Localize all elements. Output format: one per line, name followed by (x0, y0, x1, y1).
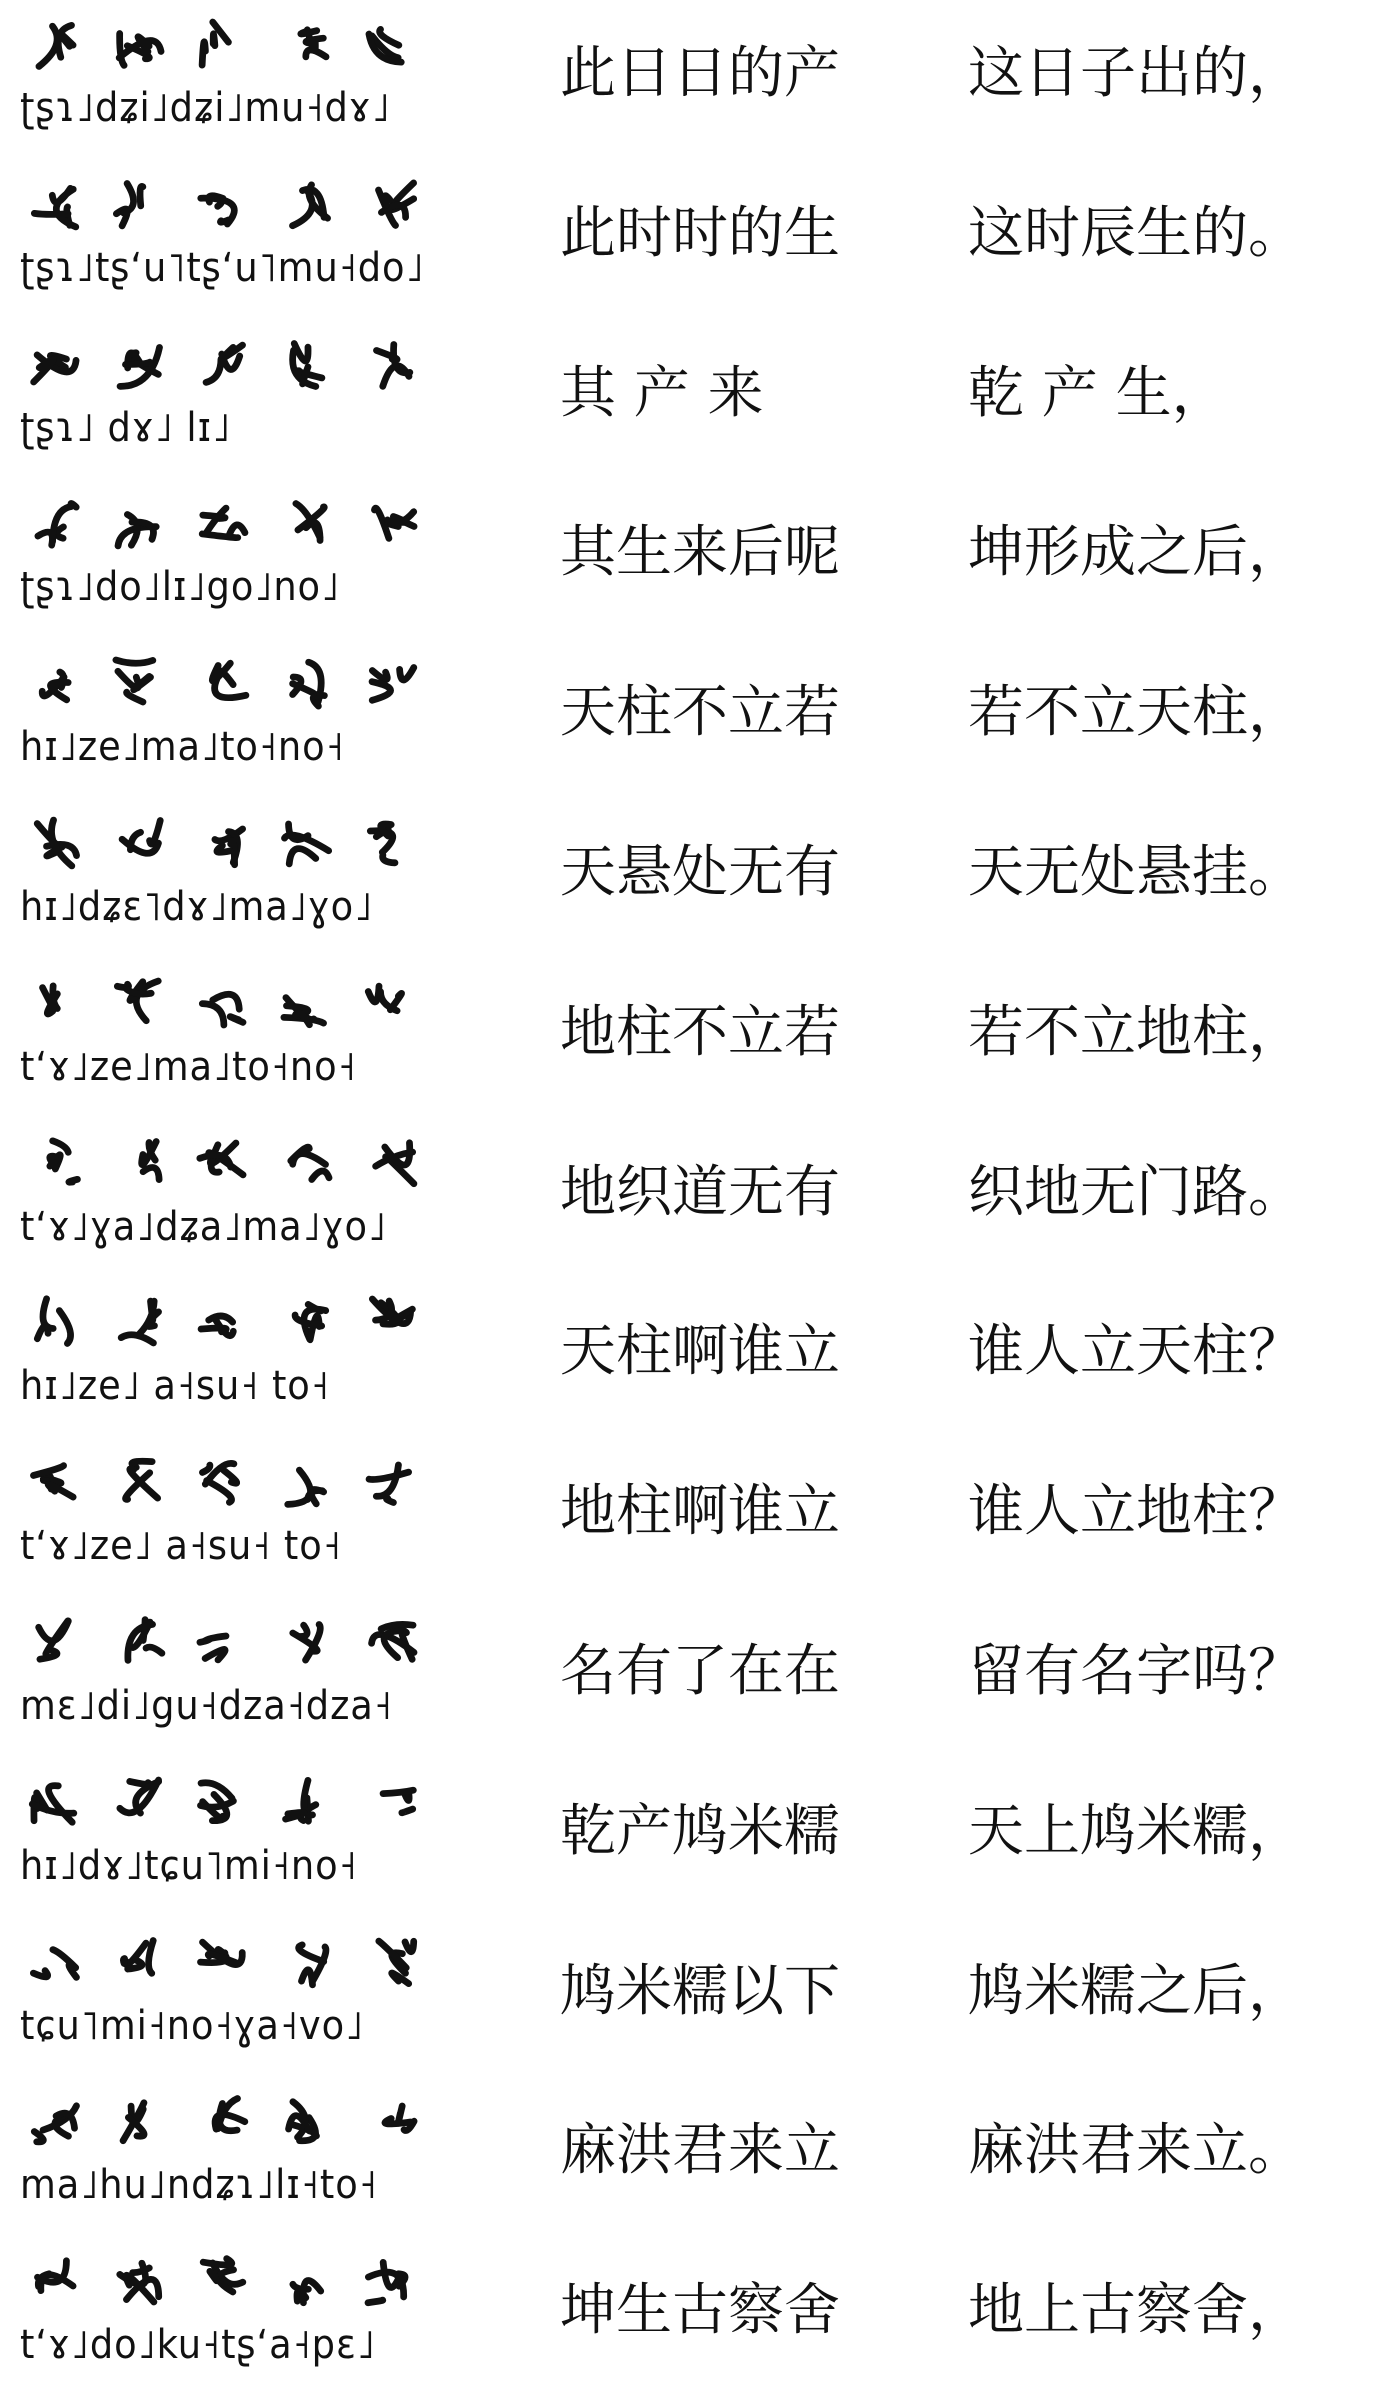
yi-glyph-icon (194, 814, 252, 872)
verse-row (0, 0, 1379, 160)
yi-glyph-icon (194, 1613, 252, 1671)
yi-glyph-icon (194, 654, 252, 712)
yi-glyphs (20, 328, 450, 400)
yi-glyph-icon (194, 1134, 252, 1192)
yi-glyph-icon (110, 1933, 168, 1991)
phonetic-transcription: hɪ˩ze˩ma˩to˧no˧ (20, 724, 345, 771)
free-translation: 若不立地柱， (968, 999, 1304, 1065)
yi-glyphs (20, 1127, 450, 1199)
yi-glyph-icon (26, 814, 84, 872)
literal-gloss: 地柱啊谁立 (560, 1479, 840, 1545)
yi-glyph-icon (362, 2092, 420, 2150)
verse-row (0, 2077, 1379, 2237)
yi-glyph-icon (278, 1773, 336, 1831)
phonetic-transcription: hɪ˩dɤ˩tɕu˥mi˧no˧ (20, 1842, 358, 1889)
yi-glyph-icon (26, 654, 84, 712)
free-translation: 天无处悬挂。 (968, 840, 1304, 905)
yi-script-block (20, 8, 450, 134)
yi-glyph-icon (278, 335, 336, 393)
yi-glyph-icon (362, 1453, 420, 1511)
phonetic-transcription: tʻɤ˩ze˩ma˩to˧no˧ (20, 1043, 357, 1090)
yi-glyph-icon (194, 175, 252, 233)
yi-glyph-icon (26, 974, 84, 1032)
yi-glyph-icon (26, 15, 84, 73)
yi-glyphs (20, 8, 450, 80)
yi-glyph-icon (110, 814, 168, 872)
free-translation: 若不立天柱， (968, 680, 1304, 746)
yi-glyphs (20, 487, 450, 559)
yi-glyph-icon (110, 1293, 168, 1351)
free-translation: 乾 产 生， (968, 360, 1228, 426)
yi-glyph-icon (278, 1293, 336, 1351)
free-translation: 这时辰生的。 (968, 200, 1304, 266)
yi-glyph-icon (278, 175, 336, 233)
yi-glyph-icon (110, 2092, 168, 2150)
verse-row (0, 1918, 1379, 2078)
yi-glyph-icon (362, 2252, 420, 2310)
free-translation: 留有名字吗？ (968, 1639, 1304, 1704)
yi-glyph-icon (26, 335, 84, 393)
yi-glyphs (20, 1606, 450, 1678)
free-translation: 坤形成之后， (968, 520, 1304, 586)
verse-row (0, 959, 1379, 1119)
yi-script-block (20, 1127, 450, 1253)
literal-gloss: 地柱不立若 (560, 999, 840, 1065)
yi-glyph-icon (110, 15, 168, 73)
yi-glyph-icon (362, 1613, 420, 1671)
yi-glyph-icon (110, 1134, 168, 1192)
yi-glyph-icon (110, 1453, 168, 1511)
verse-row (0, 1598, 1379, 1758)
yi-glyph-icon (278, 494, 336, 552)
verse-row (0, 160, 1379, 320)
yi-glyph-icon (278, 1613, 336, 1671)
yi-script-block (20, 647, 450, 773)
yi-glyph-icon (110, 175, 168, 233)
yi-glyph-icon (278, 654, 336, 712)
yi-glyph-icon (26, 1773, 84, 1831)
yi-glyph-icon (278, 15, 336, 73)
yi-glyph-icon (194, 2252, 252, 2310)
verse-row (0, 2237, 1379, 2397)
free-translation: 天上鸠米糯， (968, 1798, 1304, 1864)
yi-glyph-icon (194, 1293, 252, 1351)
yi-glyph-icon (110, 335, 168, 393)
yi-glyph-icon (362, 814, 420, 872)
yi-glyph-icon (194, 1453, 252, 1511)
yi-glyph-icon (362, 1773, 420, 1831)
yi-glyphs (20, 1926, 450, 1998)
yi-script-block (20, 328, 450, 454)
yi-script-block (20, 1286, 450, 1412)
verse-row (0, 320, 1379, 480)
yi-glyph-icon (362, 654, 420, 712)
yi-glyphs (20, 967, 450, 1039)
literal-gloss: 天柱不立若 (560, 680, 840, 746)
verse-row (0, 1119, 1379, 1279)
yi-glyphs (20, 1286, 450, 1358)
verse-row (0, 1438, 1379, 1598)
literal-gloss: 天悬处无有 (560, 840, 840, 905)
yi-glyph-icon (362, 494, 420, 552)
yi-glyph-icon (278, 2092, 336, 2150)
yi-glyph-icon (194, 2092, 252, 2150)
yi-glyphs (20, 647, 450, 719)
yi-glyphs (20, 168, 450, 240)
yi-glyphs (20, 1446, 450, 1518)
yi-glyph-icon (362, 1134, 420, 1192)
yi-script-block (20, 967, 450, 1093)
verse-row (0, 479, 1379, 639)
free-translation: 织地无门路。 (968, 1159, 1304, 1225)
yi-glyph-icon (194, 974, 252, 1032)
yi-glyph-icon (278, 974, 336, 1032)
phonetic-transcription: ʈʂɿ˩dʑi˩dʑi˩mu˧dɤ˩ (20, 85, 391, 131)
phonetic-transcription: ʈʂɿ˩tʂʻu˥tʂʻu˥mu˧do˩ (20, 244, 425, 291)
yi-glyph-icon (110, 974, 168, 1032)
yi-glyph-icon (110, 2252, 168, 2310)
verse-row (0, 639, 1379, 799)
yi-script-block (20, 487, 450, 613)
free-translation: 麻洪君来立。 (968, 2118, 1304, 2184)
free-translation: 这日子出的， (968, 41, 1304, 106)
yi-glyph-icon (278, 1134, 336, 1192)
yi-glyphs (20, 2085, 450, 2157)
yi-glyph-icon (26, 1453, 84, 1511)
yi-script-block (20, 2245, 450, 2371)
yi-glyph-icon (362, 1293, 420, 1351)
phonetic-transcription: hɪ˩ze˩ a˧su˧ to˧ (20, 1363, 330, 1410)
yi-glyph-icon (26, 175, 84, 233)
literal-gloss: 天柱啊谁立 (560, 1319, 840, 1385)
yi-script-block (20, 1446, 450, 1572)
verse-row (0, 1758, 1379, 1918)
yi-glyph-icon (26, 1613, 84, 1671)
yi-glyph-icon (194, 15, 252, 73)
yi-glyph-icon (362, 974, 420, 1032)
free-translation: 谁人立地柱？ (968, 1479, 1304, 1545)
phonetic-transcription: tʻɤ˩ze˩ a˧su˧ to˧ (20, 1523, 342, 1570)
yi-script-block (20, 2085, 450, 2211)
yi-script-block (20, 1766, 450, 1892)
phonetic-transcription: tʻɤ˩do˩ku˧tʂʻa˧pɛ˩ (20, 2322, 376, 2369)
free-translation: 谁人立天柱？ (968, 1319, 1304, 1385)
yi-glyph-icon (194, 335, 252, 393)
yi-glyph-icon (362, 15, 420, 73)
yi-script-block (20, 168, 450, 294)
literal-gloss: 此日日的产 (560, 41, 840, 106)
yi-glyph-icon (110, 1613, 168, 1671)
literal-gloss: 坤生古察舍 (560, 2278, 840, 2344)
phonetic-transcription: mɛ˩di˩gu˧dza˧dza˧ (20, 1683, 393, 1729)
yi-script-block (20, 1606, 450, 1732)
yi-glyph-icon (26, 2092, 84, 2150)
free-translation: 鸠米糯之后， (968, 1958, 1304, 2024)
phonetic-transcription: tʻɤ˩ɣa˩dʑa˩ma˩ɣo˩ (20, 1203, 387, 1250)
yi-glyph-icon (278, 1933, 336, 1991)
literal-gloss: 鸠米糯以下 (560, 1958, 840, 2024)
literal-gloss: 名有了在在 (560, 1639, 840, 1704)
literal-gloss: 地织道无有 (560, 1159, 840, 1225)
literal-gloss: 其 产 来 (560, 360, 764, 426)
yi-glyph-icon (278, 1453, 336, 1511)
phonetic-transcription: ʈʂɿ˩ dɤ˩ lɪ˩ (20, 404, 232, 451)
literal-gloss: 此时时的生 (560, 200, 840, 266)
yi-glyph-icon (26, 1293, 84, 1351)
literal-gloss: 麻洪君来立 (560, 2118, 840, 2184)
literal-gloss: 乾产鸠米糯 (560, 1798, 840, 1864)
yi-glyphs (20, 1766, 450, 1838)
yi-glyph-icon (278, 2252, 336, 2310)
phonetic-transcription: ʈʂɿ˩do˩lɪ˩go˩no˩ (20, 564, 341, 611)
yi-glyph-icon (362, 1933, 420, 1991)
yi-glyph-icon (26, 494, 84, 552)
yi-glyph-icon (26, 2252, 84, 2310)
yi-script-block (20, 1926, 450, 2052)
yi-glyph-icon (194, 1773, 252, 1831)
yi-glyph-icon (278, 814, 336, 872)
yi-glyph-icon (110, 1773, 168, 1831)
yi-glyph-icon (26, 1134, 84, 1192)
yi-glyph-icon (194, 494, 252, 552)
yi-glyph-icon (362, 335, 420, 393)
verse-row (0, 1278, 1379, 1438)
yi-glyph-icon (26, 1933, 84, 1991)
verse-row (0, 799, 1379, 959)
free-translation: 地上古察舍， (968, 2278, 1304, 2344)
yi-script-block (20, 807, 450, 933)
yi-glyph-icon (194, 1933, 252, 1991)
yi-glyphs (20, 807, 450, 879)
phonetic-transcription: hɪ˩dʑɛ˥dɤ˩ma˩ɣo˩ (20, 884, 374, 930)
yi-glyph-icon (110, 494, 168, 552)
yi-glyph-icon (110, 654, 168, 712)
yi-glyphs (20, 2245, 450, 2317)
phonetic-transcription: tɕu˥mi˧no˧ɣa˧vo˩ (20, 2002, 365, 2049)
phonetic-transcription: ma˩hu˩ndʑɿ˩lɪ˧to˧ (20, 2162, 378, 2209)
yi-glyph-icon (362, 175, 420, 233)
literal-gloss: 其生来后呢 (560, 520, 840, 586)
